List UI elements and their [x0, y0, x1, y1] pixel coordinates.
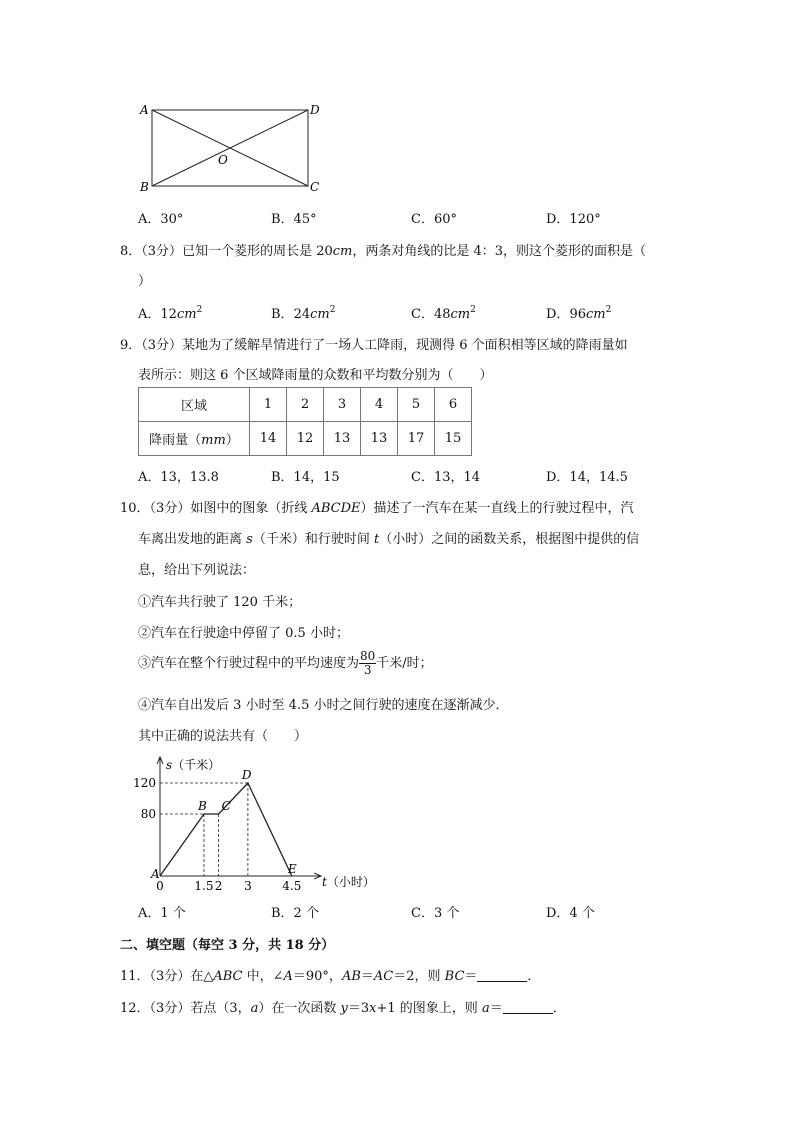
table-cell: 17 [398, 422, 435, 456]
q9-number: 9． [120, 338, 142, 353]
q8-unit: cm [332, 244, 353, 259]
q10-question: 其中正确的说法共有（ ） [138, 729, 308, 744]
table-cell: 2 [287, 388, 324, 422]
q8-score: （3分） [141, 244, 183, 259]
series-line-abcde [160, 783, 292, 876]
label-a: A [140, 103, 149, 117]
q7-option-c: C．60° [411, 212, 457, 227]
x-tick-label: 4.5 [282, 879, 302, 893]
q10-option-b: B．2 个 [271, 906, 319, 921]
q10-option-a: A．1 个 [138, 906, 186, 921]
q9-option-c: C．13，14 [411, 470, 481, 485]
q9-option-b: B．14，15 [271, 470, 340, 485]
q11-number: 11． [120, 969, 150, 984]
table-cell: 13 [324, 422, 361, 456]
q9-line1 [120, 334, 628, 353]
table-row-rainfall [139, 422, 472, 456]
y-axis-label: s（千米） [166, 758, 221, 772]
q10-line2: 车离出发地的距离 s（千米）和行驶时间 t（小时）之间的函数关系，根据图中提供的信 [138, 532, 640, 547]
x-tick-label: 3 [244, 879, 252, 893]
section-2-title: 二、填空题（每空 3 分，共 18 分） [120, 938, 335, 953]
q8-text-post: ，两条对角线的比是 4：3，则这个菱形的面积是（ [352, 244, 647, 259]
table-cell: 12 [287, 422, 324, 456]
q10-line3: 息，给出下列说法： [138, 563, 256, 578]
q8-option-a: A．$12cm^2$ [138, 305, 203, 322]
table-row-regions [139, 388, 472, 422]
table-cell: 13 [361, 422, 398, 456]
x-tick-label: 1.5 [194, 879, 214, 893]
q10-score: （3分） [149, 501, 191, 516]
x-axis-label: t（小时） [322, 875, 375, 889]
q12-number: 12． [120, 1001, 150, 1016]
table-header-rainfall: 降雨量（mm） [139, 422, 250, 456]
q10-statement-1: ①汽车共行驶了 120 千米； [138, 595, 302, 610]
table-header-region: 区域 [139, 388, 250, 422]
label-d: D [310, 103, 320, 117]
x-tick-label: 2 [214, 879, 223, 893]
point-label-c: C [221, 799, 231, 813]
point-label-d: D [241, 768, 252, 782]
table-cell: 3 [324, 388, 361, 422]
q8-line2: ） [138, 274, 152, 289]
x-tick-label: 0 [156, 879, 164, 893]
table-cell: 15 [435, 422, 472, 456]
table-cell: 4 [361, 388, 398, 422]
q10-option-d: D．4 个 [546, 906, 595, 921]
q8-line1 [120, 240, 646, 259]
q7-option-b: B．45° [271, 212, 317, 227]
point-label-b: B [197, 799, 207, 813]
table-cell: 6 [435, 388, 472, 422]
q9-text1: 某地为了缓解旱情进行了一场人工降雨，现测得 6 个面积相等区域的降雨量如 [182, 338, 628, 353]
table-cell: 5 [398, 388, 435, 422]
q8-option-b: B．$24cm^2$ [271, 305, 336, 322]
q11-answer-blank[interactable] [477, 969, 527, 982]
q9-option-d: D．14，14.5 [546, 470, 628, 485]
distance-time-graph [130, 752, 390, 897]
rainfall-table [138, 387, 472, 456]
q10-statement-2: ②汽车在行驶途中停留了 0.5 小时； [138, 626, 349, 641]
label-c: C [310, 180, 320, 194]
q7-option-d: D．120° [546, 212, 601, 227]
q10-statement-4: ④汽车自出发后 3 小时至 4.5 小时之间行驶的速度在逐渐减少． [138, 698, 509, 713]
y-tick-label: 120 [133, 776, 156, 790]
q10-line1: 10．（3分）如图中的图象（折线 ABCDE）描述了一汽车在某一直线上的行驶过程中，汽 [120, 501, 634, 516]
q10-statement-3: ③汽车在整个行驶过程中的平均速度为 $\frac{80}{3}$ 千米/时； [138, 649, 433, 677]
point-label-e: E [287, 862, 297, 876]
q10-number: 10． [120, 501, 150, 516]
label-b: B [140, 180, 149, 194]
q9-score: （3分） [141, 338, 183, 353]
q9-line2: 表所示：则这 6 个区域降雨量的众数和平均数分别为（ ） [138, 368, 493, 383]
q9-option-a: A．13，13.8 [138, 470, 219, 485]
q8-option-c: C．$48cm^2$ [411, 305, 476, 322]
table-cell: 14 [250, 422, 287, 456]
q12-line: 12．（3分）若点（3，a）在一次函数 y＝3x+1 的图象上，则 a＝ ． [120, 1001, 566, 1016]
q11-score: （3分） [149, 969, 191, 984]
q12-answer-blank[interactable] [503, 1001, 553, 1014]
q12-score: （3分） [149, 1001, 191, 1016]
label-o: O [218, 153, 228, 167]
rectangle-figure [130, 96, 330, 196]
q10-option-c: C．3 个 [411, 906, 460, 921]
y-tick-label: 80 [140, 807, 156, 821]
q8-text-pre: 已知一个菱形的周长是 20 [182, 244, 333, 259]
q8-number: 8． [120, 244, 142, 259]
fraction-80-3: $\frac{80}{3}$ [360, 649, 376, 677]
q11-line: 11．（3分）在△ABC 中，∠A＝90°，AB＝AC＝2，则 BC＝ ． [120, 969, 541, 984]
table-cell: 1 [250, 388, 287, 422]
q8-option-d: D．$96cm^2$ [546, 305, 612, 322]
q7-option-a: A．30° [138, 212, 184, 227]
point-label-a: A [151, 867, 160, 881]
